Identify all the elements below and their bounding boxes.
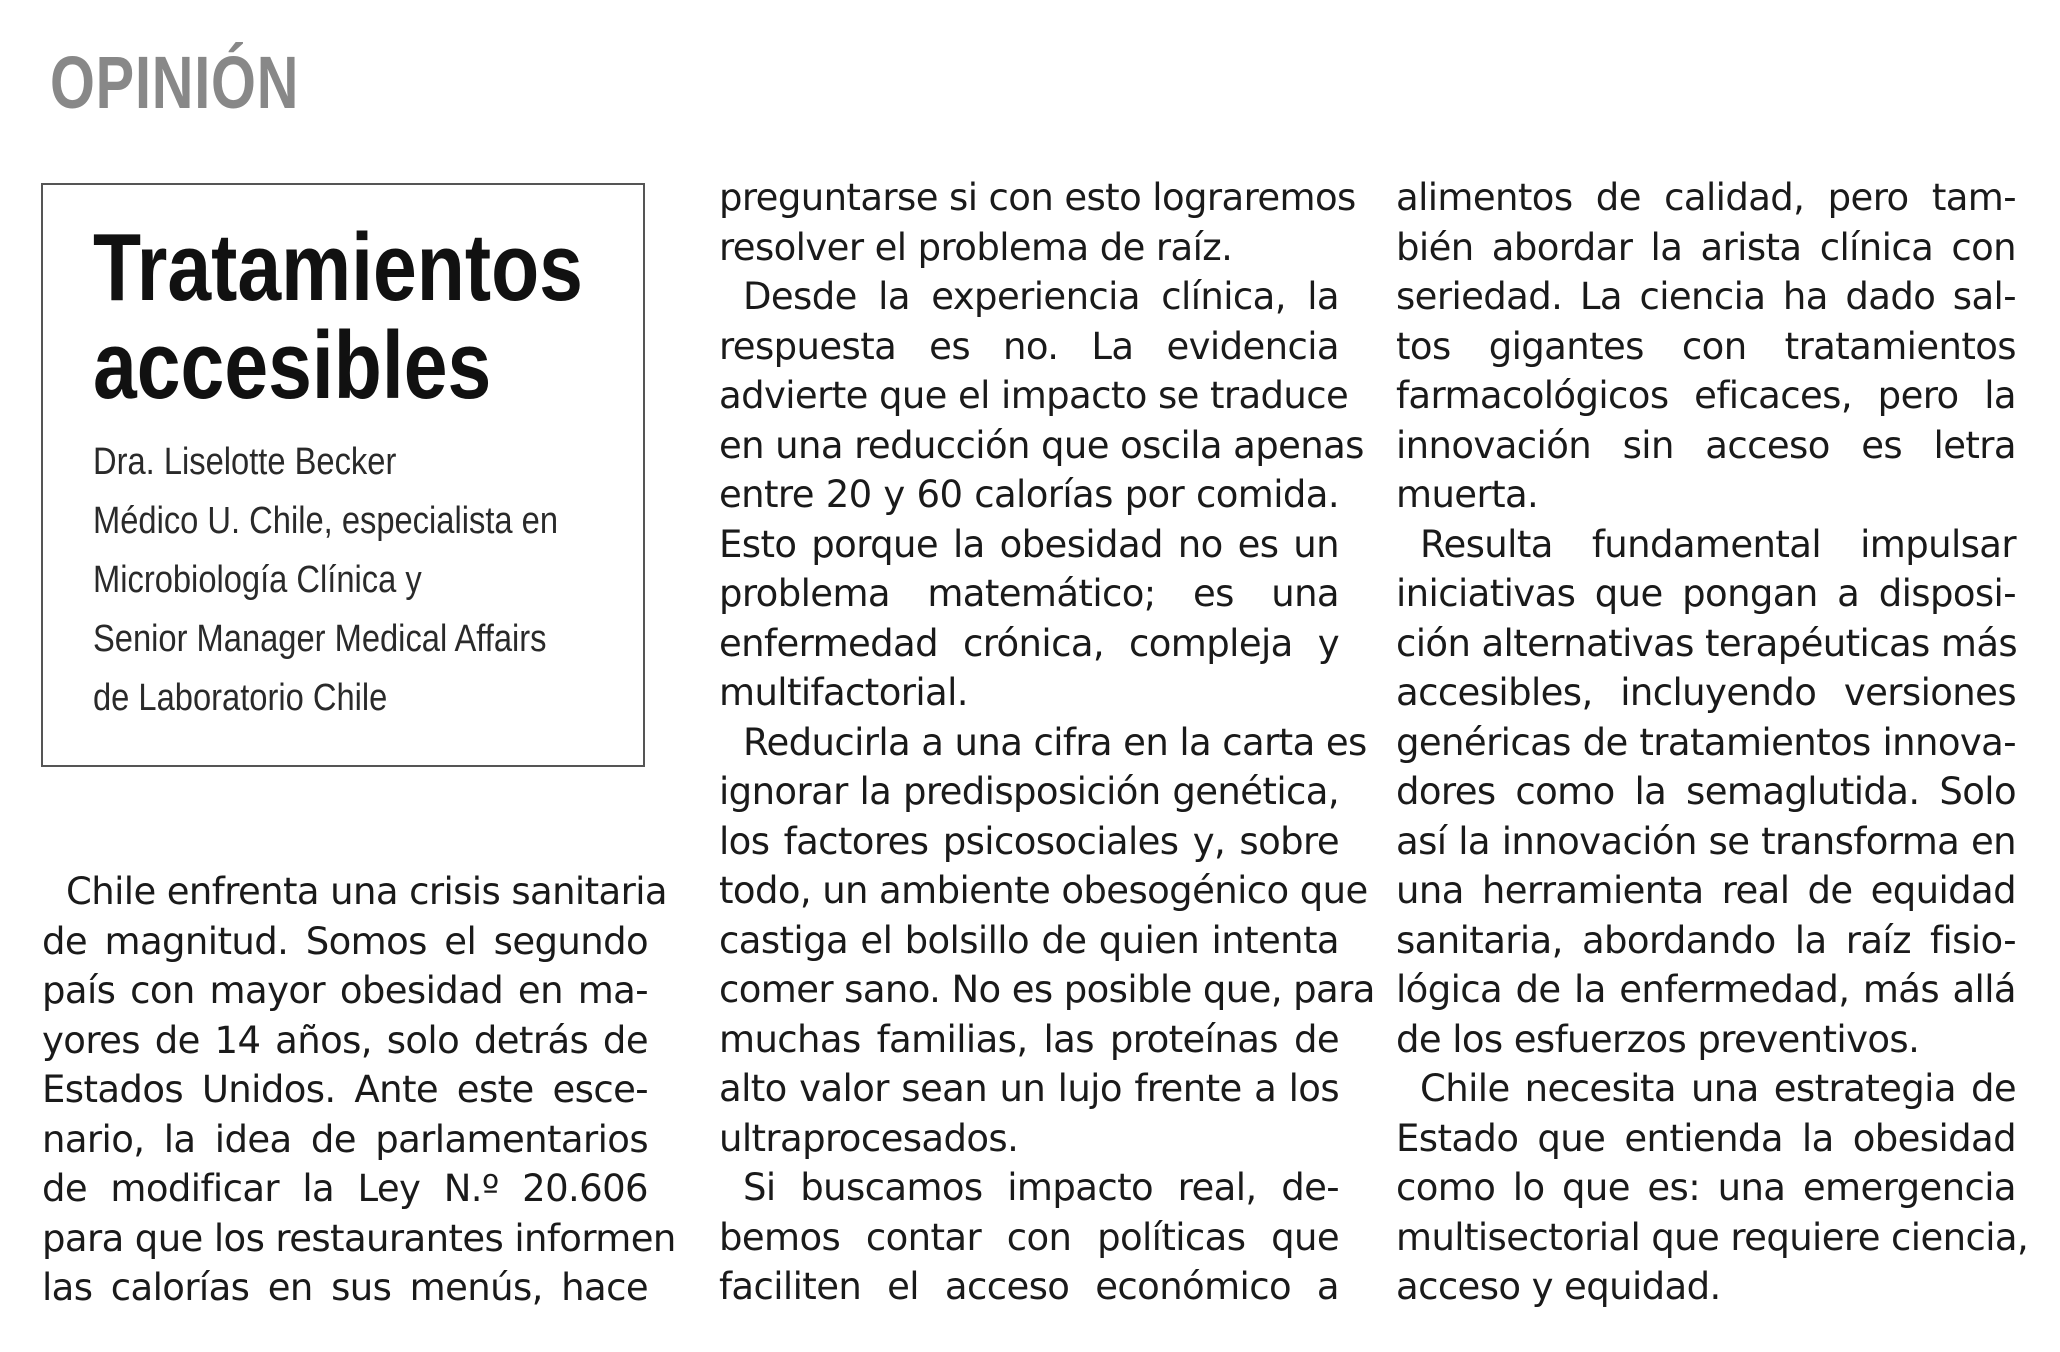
text-line: iniciativas que pongan a disposi- bbox=[1396, 572, 2016, 615]
text-line: como lo que es: una emergencia bbox=[1396, 1166, 2016, 1209]
text-line: entre 20 y 60 calorías por comida. bbox=[719, 473, 1339, 516]
article-headline bbox=[93, 214, 583, 419]
text-line: muerta. bbox=[1396, 473, 1539, 516]
text-line: advierte que el impacto se traduce bbox=[719, 374, 1349, 417]
text-line: alto valor sean un lujo frente a los bbox=[719, 1067, 1339, 1110]
text-line: Estado que entienda la obesidad bbox=[1396, 1116, 2016, 1160]
text-line: todo, un ambiente obesogénico que bbox=[719, 869, 1368, 912]
text-line: alimentos de calidad, pero tam- bbox=[1396, 176, 2016, 219]
text-line: genéricas de tratamientos innova- bbox=[1396, 720, 2016, 764]
text-line: una herramienta real de equidad bbox=[1396, 869, 2016, 912]
text-line: lógica de la enfermedad, más allá bbox=[1396, 968, 2016, 1011]
text-line: ignorar la predisposición genética, bbox=[719, 770, 1339, 813]
text-line: yores de 14 años, solo detrás de bbox=[42, 1018, 648, 1062]
author-name: Dra. Liselotte Becker bbox=[93, 441, 397, 483]
text-line: de los esfuerzos preventivos. bbox=[1396, 1017, 1920, 1061]
text-line: seriedad. La ciencia ha dado sal- bbox=[1396, 275, 2016, 318]
headline-line: accesibles bbox=[93, 312, 492, 419]
author-credential: Senior Manager Medical Affairs bbox=[93, 618, 547, 660]
text-line: Estados Unidos. Ante este esce- bbox=[42, 1068, 648, 1111]
text-line: Esto porque la obesidad no es un bbox=[719, 522, 1339, 566]
text-line: bién abordar la arista clínica con bbox=[1396, 225, 2016, 269]
text-line: multifactorial. bbox=[719, 671, 968, 714]
text-line: comer sano. No es posible que, para bbox=[719, 968, 1375, 1011]
text-line: ción alternativas terapéuticas más bbox=[1396, 621, 2018, 665]
author-byline bbox=[93, 433, 558, 728]
headline-box bbox=[41, 183, 645, 767]
text-line: de modificar la Ley N.º 20.606 bbox=[42, 1167, 648, 1210]
author-credential: Médico U. Chile, especialista en bbox=[93, 500, 559, 542]
text-line: Reducirla a una cifra en la carta es bbox=[743, 720, 1367, 764]
text-line: de magnitud. Somos el segundo bbox=[42, 919, 648, 963]
text-line: acceso y equidad. bbox=[1396, 1265, 1721, 1308]
text-line: bemos contar con políticas que bbox=[719, 1215, 1339, 1259]
text-line: accesibles, incluyendo versiones bbox=[1396, 671, 2016, 714]
text-line: dores como la semaglutida. Solo bbox=[1396, 770, 2016, 813]
text-line: faciliten el acceso económico a bbox=[719, 1265, 1339, 1308]
text-line: enfermedad crónica, compleja y bbox=[719, 621, 1339, 665]
author-credential: de Laboratorio Chile bbox=[93, 677, 388, 719]
text-line: en una reducción que oscila apenas bbox=[719, 423, 1364, 467]
text-line: farmacológicos eficaces, pero la bbox=[1396, 374, 2016, 417]
text-line: Chile enfrenta una crisis sanitaria bbox=[66, 870, 667, 913]
article-column-3 bbox=[1396, 173, 2029, 1312]
headline-line: Tratamientos bbox=[93, 214, 583, 321]
text-line: muchas familias, las proteínas de bbox=[719, 1017, 1339, 1061]
text-line: Si buscamos impacto real, de- bbox=[743, 1166, 1339, 1209]
author-credential: Microbiología Clínica y bbox=[93, 559, 422, 601]
text-line: sanitaria, abordando la raíz fisio- bbox=[1396, 918, 2016, 962]
article-column-1 bbox=[42, 867, 676, 1313]
text-line: Desde la experiencia clínica, la bbox=[743, 275, 1339, 318]
text-line: los factores psicosociales y, sobre bbox=[719, 819, 1339, 863]
section-label: OPINIÓN bbox=[50, 41, 300, 124]
text-line: nario, la idea de parlamentarios bbox=[42, 1117, 648, 1161]
text-line: innovación sin acceso es letra bbox=[1396, 423, 2016, 467]
text-line: preguntarse si con esto lograremos bbox=[719, 176, 1356, 219]
text-line: Chile necesita una estrategia de bbox=[1420, 1067, 2016, 1110]
text-line: para que los restaurantes informen bbox=[42, 1216, 676, 1260]
text-line: respuesta es no. La evidencia bbox=[719, 324, 1339, 368]
article-column-2 bbox=[719, 173, 1375, 1312]
text-line: resolver el problema de raíz. bbox=[719, 225, 1233, 269]
text-line: ultraprocesados. bbox=[719, 1116, 1019, 1160]
text-line: castiga el bolsillo de quien intenta bbox=[719, 918, 1339, 962]
text-line: Resulta fundamental impulsar bbox=[1420, 522, 2016, 566]
text-line: tos gigantes con tratamientos bbox=[1396, 324, 2016, 368]
text-line: así la innovación se transforma en bbox=[1396, 819, 2016, 863]
text-line: problema matemático; es una bbox=[719, 572, 1339, 615]
text-line: multisectorial que requiere ciencia, bbox=[1396, 1215, 2029, 1259]
text-line: las calorías en sus menús, hace bbox=[42, 1266, 648, 1309]
text-line: país con mayor obesidad en ma- bbox=[42, 969, 648, 1012]
